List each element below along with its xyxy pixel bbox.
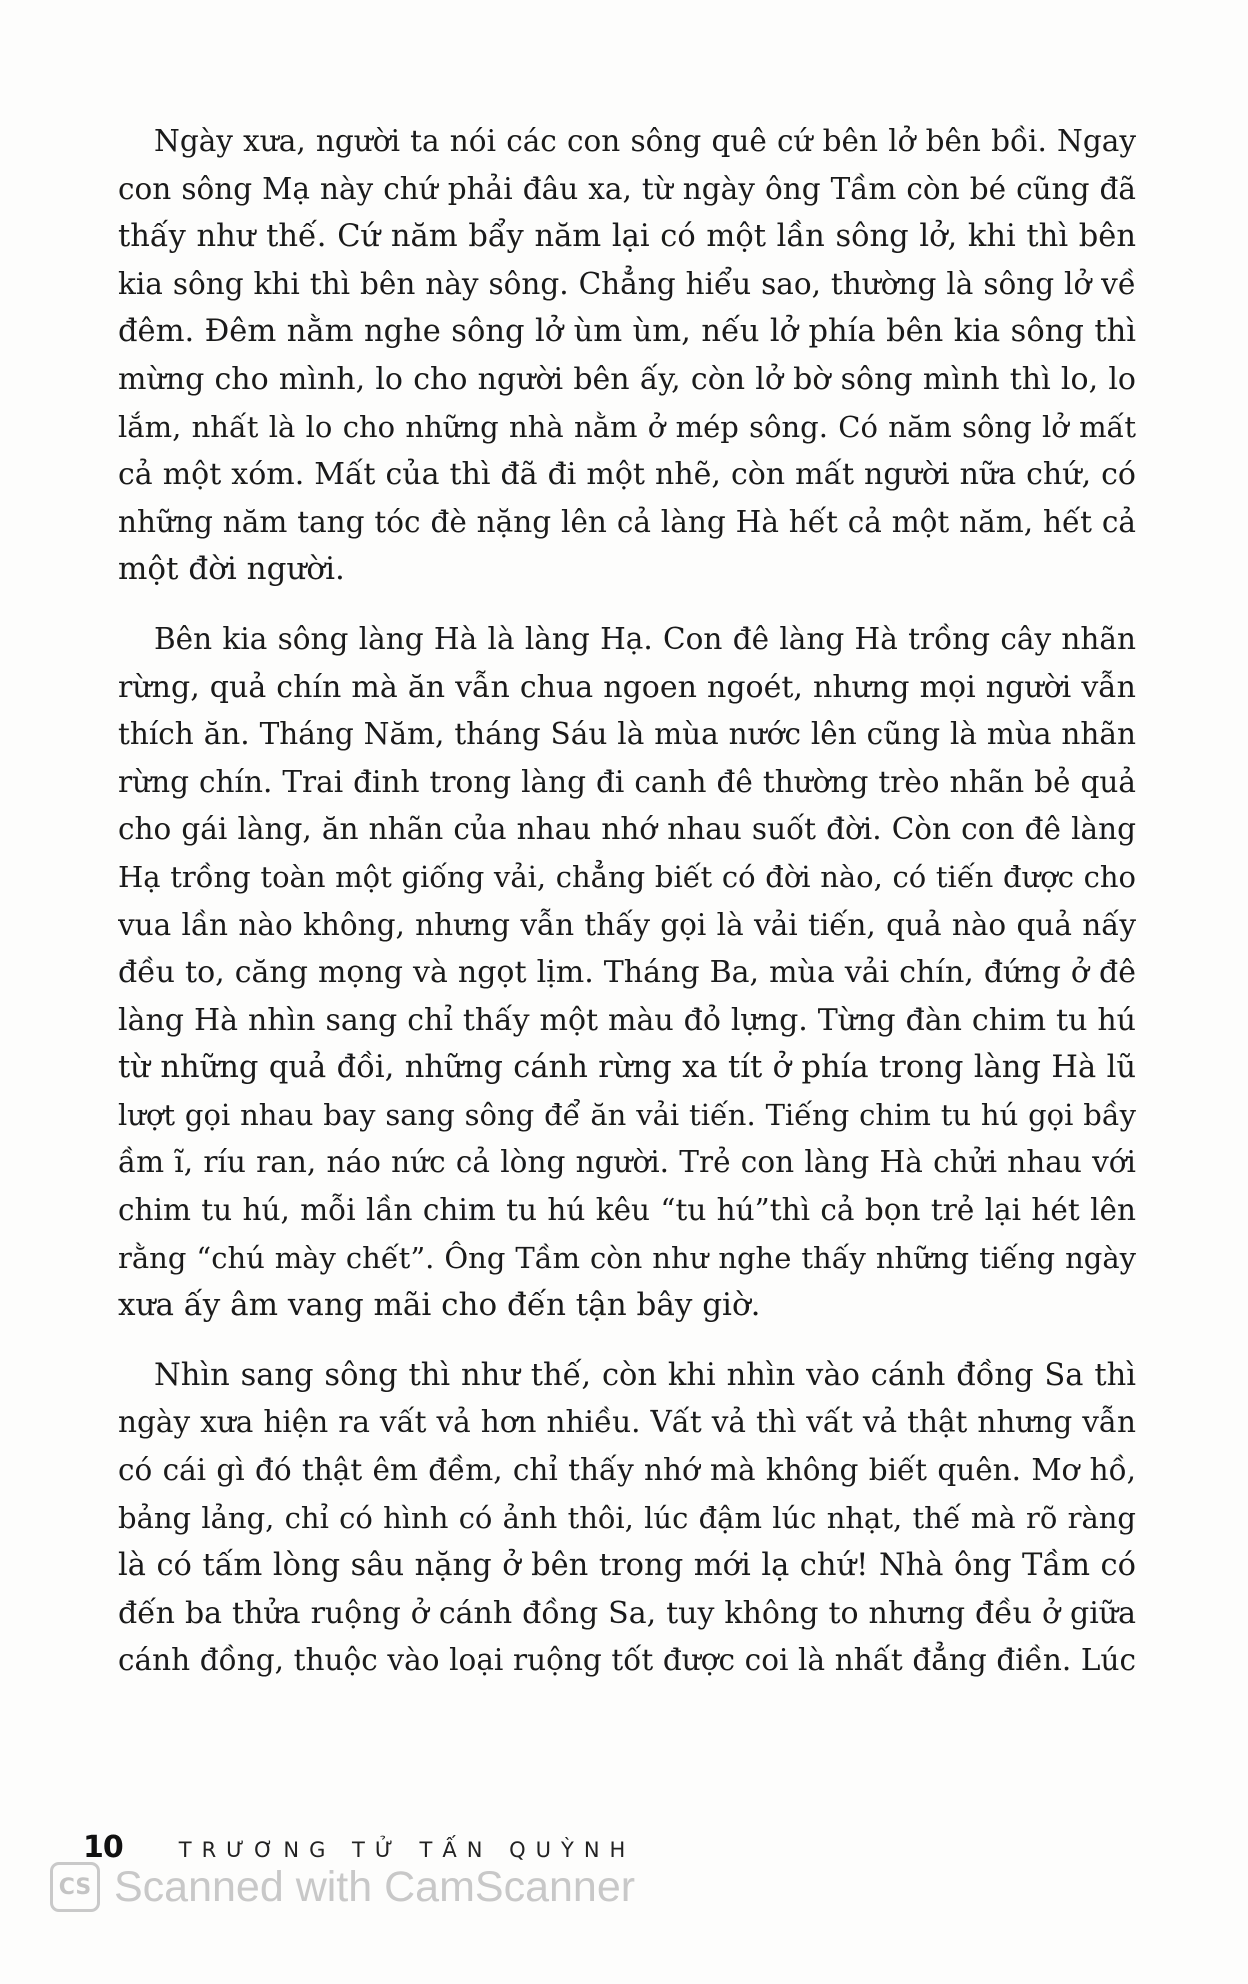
text-line: Nhìn sang sông thì như thế, còn khi nhìn vào cánh đồng Sa thì <box>154 1357 1136 1393</box>
body-text <box>118 118 1136 1707</box>
text-line: là có tấm lòng sâu nặng ở bên trong mới lạ chứ! Nhà ông Tầm có <box>118 1548 1136 1584</box>
text-line: cho gái làng, ăn nhãn của nhau nhớ nhau suốt đời. Còn con đê làng <box>118 812 1136 847</box>
text-line: Hạ trồng toàn một giống vải, chẳng biết có đời nào, có tiến được cho <box>118 859 1136 894</box>
text-line: mừng cho mình, lo cho người bên ấy, còn lở bờ sông mình thì lo, lo <box>118 361 1136 397</box>
text-line: đều to, căng mọng và ngọt lịm. Tháng Ba, mùa vải chín, đứng ở đê <box>118 955 1136 991</box>
page-number: 10 <box>83 1830 123 1865</box>
text-line: vua lần nào không, nhưng vẫn thấy gọi là vải tiến, quả nào quả nấy <box>118 907 1136 942</box>
text-line: lắm, nhất là lo cho những nhà nằm ở mép sông. Có năm sông lở mất <box>118 409 1136 444</box>
text-line: ầm ĩ, ríu ran, náo nức cả lòng người. Trẻ con làng Hà chửi nhau với <box>118 1145 1136 1180</box>
watermark-text: Scanned with CamScanner <box>114 1862 636 1911</box>
text-line: đêm. Đêm nằm nghe sông lở ùm ùm, nếu lở phía bên kia sông thì <box>118 314 1136 350</box>
text-line: kia sông khi thì bên này sông. Chẳng hiểu sao, thường là sông lở về <box>118 266 1136 301</box>
text-line: thích ăn. Tháng Năm, tháng Sáu là mùa nước lên cũng là mùa nhãn <box>118 717 1136 752</box>
text-line: thấy như thế. Cứ năm bẩy năm lại có một lần sông lở, khi thì bên <box>118 219 1136 255</box>
text-line: lượt gọi nhau bay sang sông để ăn vải tiến. Tiếng chim tu hú gọi bầy <box>118 1097 1136 1132</box>
text-line: rừng chín. Trai đinh trong làng đi canh đê thường trèo nhãn bẻ quả <box>118 764 1136 799</box>
text-line: có cái gì đó thật êm đềm, chỉ thấy nhớ mà không biết quên. Mơ hồ, <box>118 1453 1136 1488</box>
camscanner-logo-icon: CS <box>50 1862 100 1912</box>
text-line: bảng lảng, chỉ có hình có ảnh thôi, lúc đậm lúc nhạt, thế mà rõ ràng <box>118 1500 1136 1535</box>
text-line: từ những quả đồi, những cánh rừng xa tít ở phía trong làng Hà lũ <box>118 1050 1136 1086</box>
text-line: một đời người. <box>118 551 345 588</box>
text-line: chim tu hú, mỗi lần chim tu hú kêu “tu hú”thì cả bọn trẻ lại hét lên <box>118 1193 1136 1228</box>
text-line: Bên kia sông làng Hà là làng Hạ. Con đê làng Hà trồng cây nhãn <box>154 621 1136 656</box>
text-line: rằng “chú mày chết”. Ông Tầm còn như nghe thấy những tiếng ngày <box>118 1240 1136 1275</box>
text-line: cánh đồng, thuộc vào loại ruộng tốt được coi là nhất đẳng điền. Lúc <box>118 1643 1136 1678</box>
text-line: con sông Mạ này chứ phải đâu xa, từ ngày ông Tầm còn bé cũng đã <box>118 171 1136 206</box>
paragraph <box>118 1352 1136 1685</box>
text-line: ngày xưa hiện ra vất vả hơn nhiều. Vất vả thì vất vả thật nhưng vẫn <box>118 1405 1136 1440</box>
text-line: làng Hà nhìn sang chỉ thấy một màu đỏ lựng. Từng đàn chim tu hú <box>118 1002 1136 1038</box>
text-line: rừng, quả chín mà ăn vẫn chua ngoen ngoét, nhưng mọi người vẫn <box>118 669 1136 705</box>
text-line: Ngày xưa, người ta nói các con sông quê cứ bên lở bên bồi. Ngay <box>154 124 1136 158</box>
paragraph <box>118 118 1136 594</box>
paragraph <box>118 616 1136 1330</box>
text-line: xưa ấy âm vang mãi cho đến tận bây giờ. <box>118 1287 761 1324</box>
text-line: cả một xóm. Mất của thì đã đi một nhẽ, còn mất người nữa chứ, có <box>118 457 1136 493</box>
text-line: những năm tang tóc đè nặng lên cả làng Hà hết cả một năm, hết cả <box>118 504 1136 539</box>
text-line: đến ba thửa ruộng ở cánh đồng Sa, tuy không to nhưng đều ở giữa <box>118 1595 1136 1631</box>
running-head-author: TRƯƠNG TỬ TẤN QUỲNH <box>178 1838 636 1862</box>
camscanner-watermark <box>50 1862 635 1912</box>
